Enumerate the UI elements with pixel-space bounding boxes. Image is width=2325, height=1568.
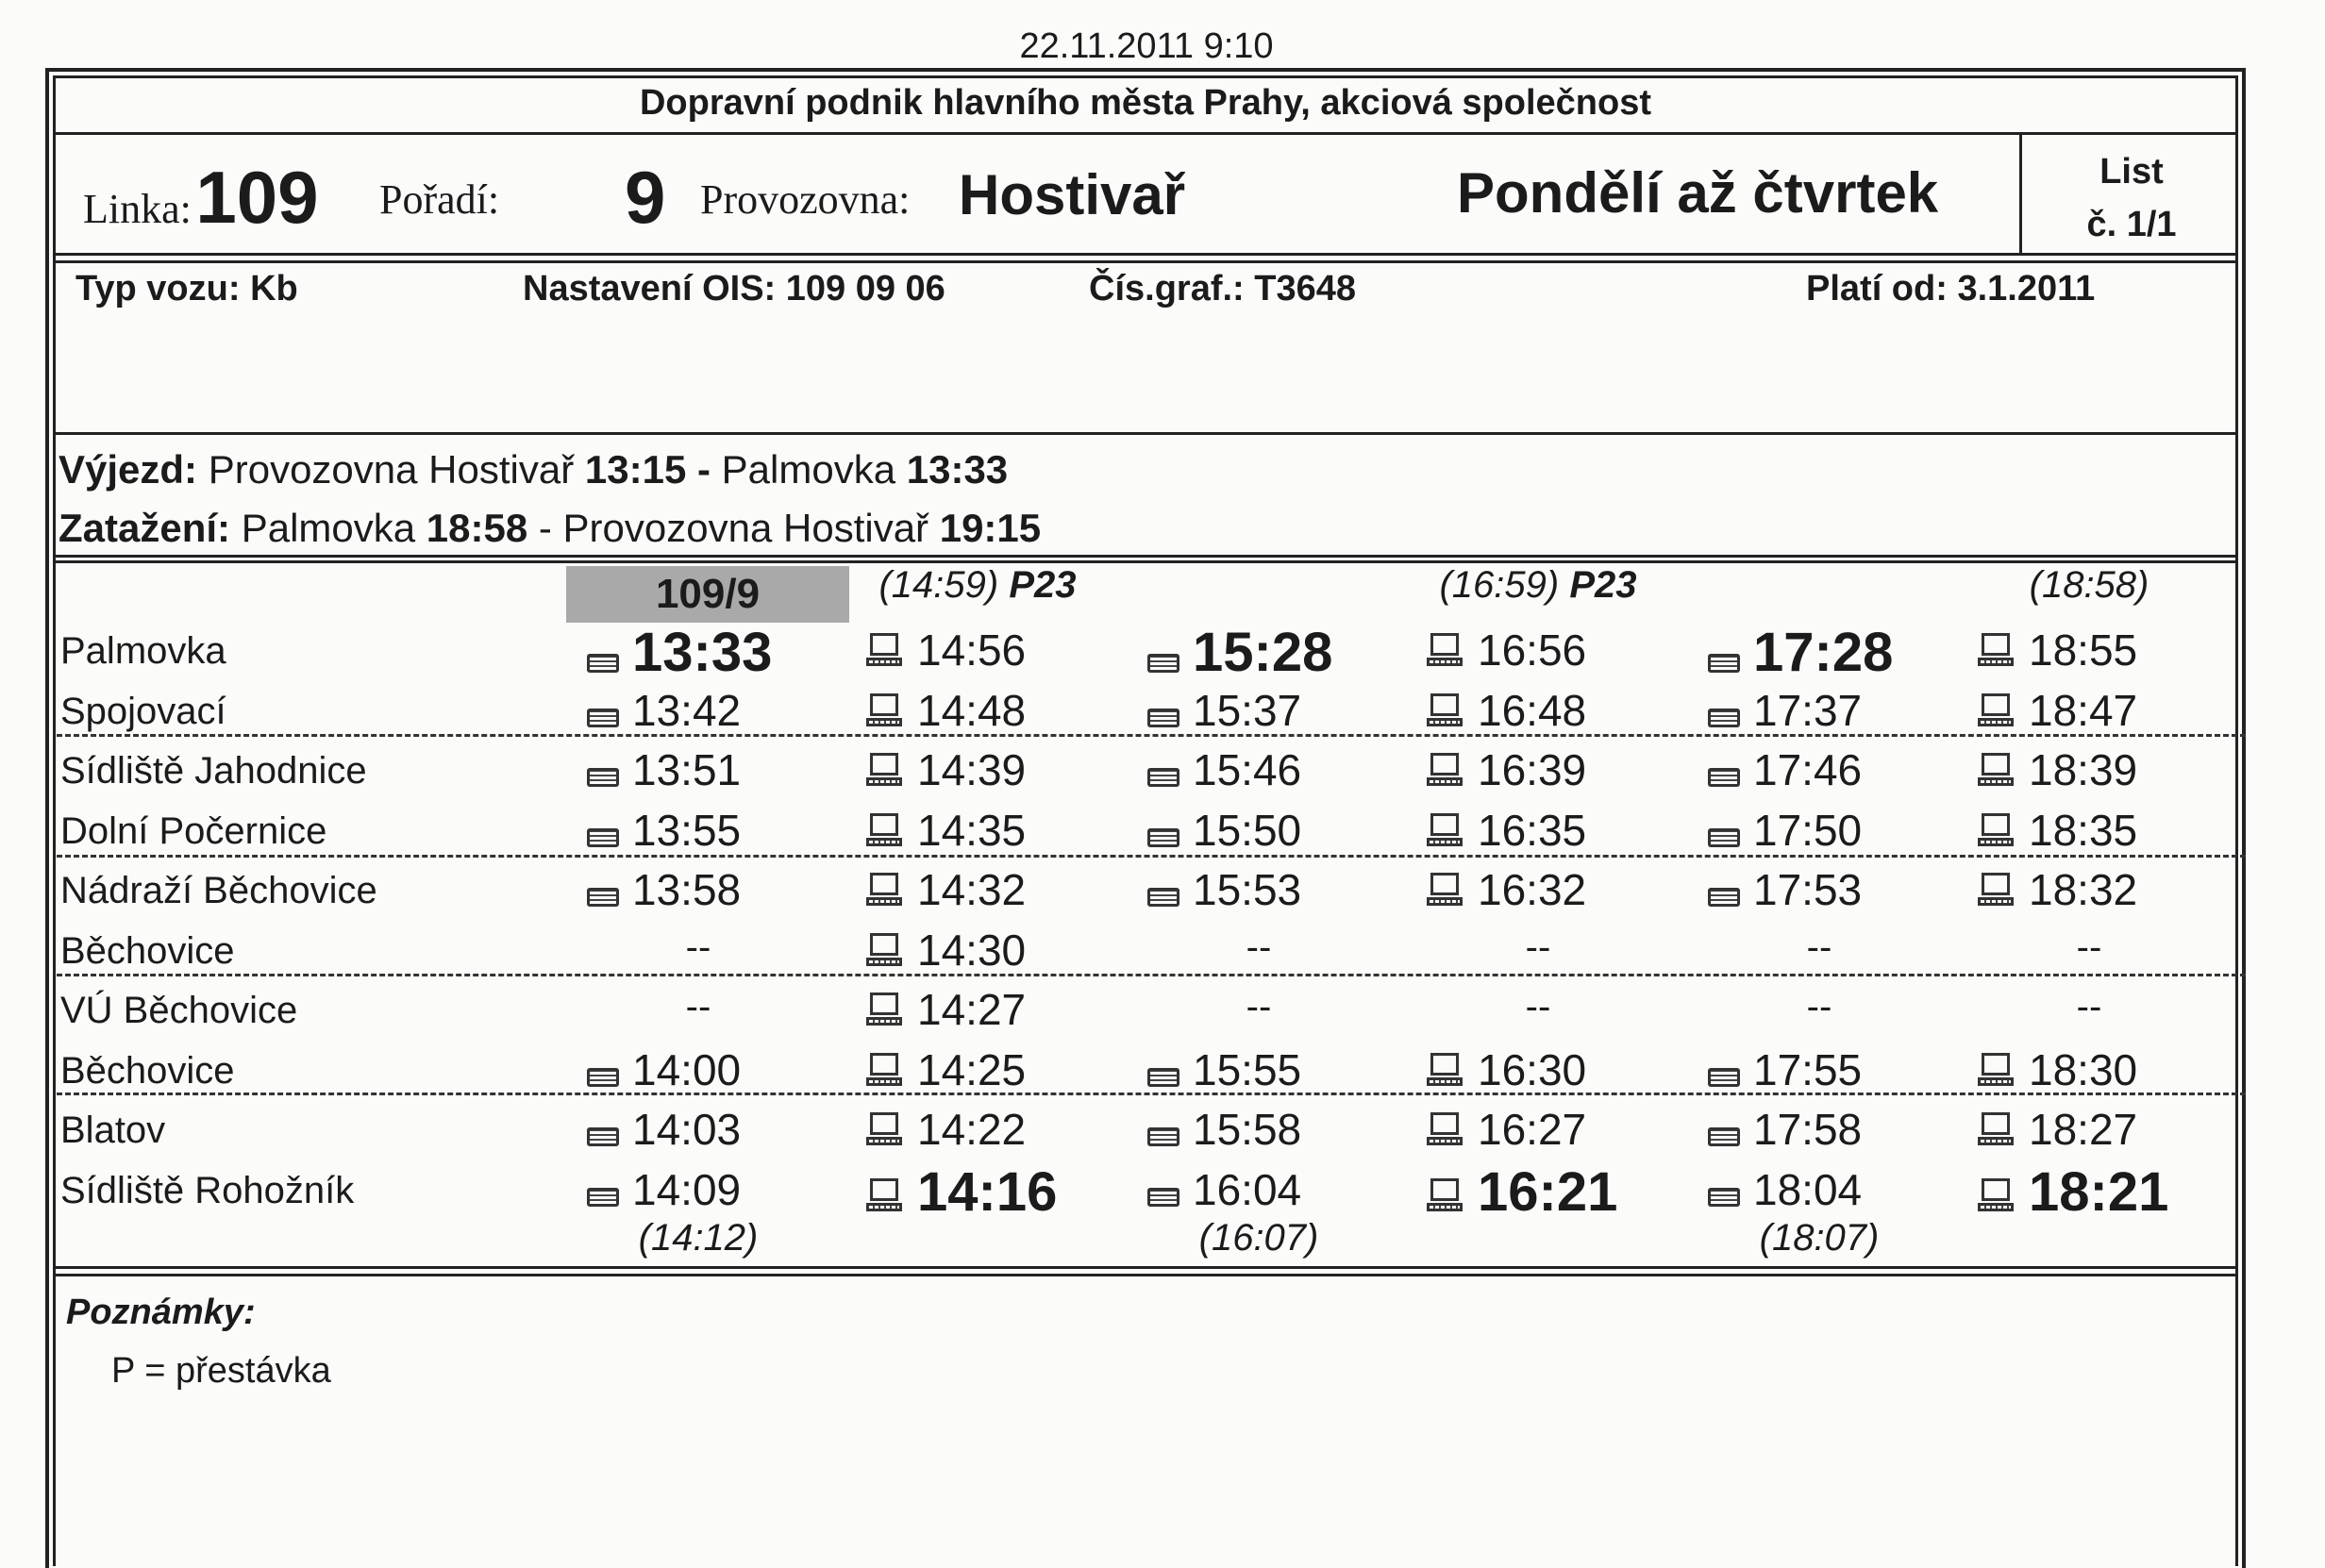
time-value: 13:42 (632, 685, 742, 735)
departure-time (1427, 1044, 1586, 1095)
time-value: 17:55 (1753, 1044, 1863, 1094)
return-line (59, 506, 1041, 551)
computer-icon (1427, 633, 1464, 669)
stop-name: Sídliště Jahodnice (60, 750, 367, 792)
time-value: 15:53 (1193, 865, 1302, 914)
time-value: 17:37 (1753, 685, 1863, 735)
departure-time (866, 984, 1026, 1035)
print-date: 22.11.2011 9:10 (1019, 26, 1274, 66)
vehicle-icon (1147, 828, 1179, 847)
no-stop: -- (1806, 986, 1832, 1027)
departure-time (1147, 1104, 1301, 1155)
time-value: 16:30 (1478, 1044, 1587, 1094)
departure-time (866, 805, 1026, 856)
rule (53, 560, 2238, 563)
time-value: 18:39 (2029, 745, 2138, 794)
computer-icon (1978, 873, 2016, 909)
departure-time (1147, 685, 1301, 736)
vyjezd-time1: 13:15 (584, 447, 687, 492)
column-header (827, 564, 1129, 607)
rule (53, 253, 2238, 256)
departure-time (1147, 864, 1301, 915)
vehicle-icon (587, 768, 619, 787)
time-value: 14:48 (917, 685, 1027, 735)
time-value: 14:16 (917, 1160, 1058, 1223)
stop-name: Běchovice (60, 929, 235, 972)
time-value: 16:27 (1478, 1105, 1587, 1154)
departure-time (1978, 625, 2137, 676)
vehicle-icon (587, 654, 619, 673)
time-value: 15:58 (1193, 1105, 1302, 1154)
sheet-number (2021, 145, 2242, 251)
time-value: 16:32 (1478, 865, 1587, 914)
valid-from: Platí od: 3.1.2011 (1806, 269, 2096, 309)
departure-time (1147, 744, 1301, 795)
vyjezd-time2: 13:33 (906, 447, 1009, 492)
no-stop: -- (1525, 926, 1551, 968)
rule (53, 1266, 2238, 1269)
vehicle-icon (1708, 1127, 1740, 1146)
vehicle-icon (587, 1188, 619, 1207)
vehicle-icon (1147, 1068, 1179, 1087)
time-value: 18:21 (2029, 1160, 2169, 1223)
arrival-time: (18:07) (1759, 1217, 1880, 1259)
vehicle-icon (1708, 768, 1740, 787)
departure-time (1708, 621, 1893, 684)
vyjezd-from: Provozovna Hostivař (208, 447, 575, 492)
departure-time (1978, 685, 2137, 736)
computer-icon (1978, 693, 2016, 729)
computer-icon (866, 933, 904, 969)
vehicle-icon (1147, 709, 1179, 727)
departure-time (587, 1044, 741, 1095)
time-value: 13:51 (632, 745, 742, 794)
run-badge: 109/9 (566, 566, 849, 623)
departure-time (587, 685, 741, 736)
departure-time (1147, 621, 1332, 684)
departure-time (1978, 864, 2137, 915)
time-value: 13:58 (632, 865, 742, 914)
departure-time (866, 864, 1026, 915)
departure-time (1427, 864, 1586, 915)
computer-icon (1978, 1053, 2016, 1089)
computer-icon (1978, 813, 2016, 849)
vehicle-icon (1708, 1068, 1740, 1087)
departure-time (1978, 744, 2137, 795)
departure-time (1427, 805, 1586, 856)
vehicle-icon (1708, 828, 1740, 847)
no-stop: -- (685, 986, 711, 1027)
ois-setting: Nastavení OIS: 109 09 06 (523, 269, 945, 309)
time-value: 17:46 (1753, 745, 1863, 794)
departure-time (866, 1044, 1026, 1095)
no-stop: -- (1246, 926, 1272, 968)
time-value: 18:32 (2029, 865, 2138, 914)
time-value: 15:28 (1193, 622, 1333, 683)
time-value: 14:32 (917, 865, 1027, 914)
stop-name: Blatov (60, 1109, 166, 1151)
time-value: 14:30 (917, 925, 1027, 975)
stop-name: Sídliště Rohožník (60, 1169, 355, 1211)
departure-time (1708, 1164, 1862, 1215)
no-stop: -- (1246, 986, 1272, 1027)
departure-time (1978, 805, 2137, 856)
stop-name: Dolní Počernice (60, 809, 327, 852)
zatazeni-time1: 18:58 (426, 506, 528, 550)
time-value: 18:30 (2029, 1044, 2138, 1094)
departure-time (1708, 1104, 1862, 1155)
computer-icon (1427, 693, 1464, 729)
column-header (1387, 564, 1689, 607)
departure-time (866, 925, 1026, 976)
stop-name: Spojovací (60, 690, 226, 732)
departure-time (1427, 625, 1586, 676)
computer-icon (1978, 1112, 2016, 1148)
vehicle-icon (1147, 768, 1179, 787)
column-header-code: P23 (1569, 564, 1637, 606)
departure-time (1708, 805, 1862, 856)
computer-icon (866, 633, 904, 669)
rule (53, 260, 2238, 263)
no-stop: -- (1806, 926, 1832, 968)
time-value: 18:27 (2029, 1105, 2138, 1154)
departure-time (1427, 1104, 1586, 1155)
rule (53, 432, 2238, 435)
rule (53, 132, 2238, 135)
departure-time (1708, 744, 1862, 795)
departure-time (1427, 744, 1586, 795)
header-linka (83, 155, 318, 241)
stop-name: Palmovka (60, 630, 226, 672)
vehicle-icon (1708, 1188, 1740, 1207)
departure-time (1978, 1044, 2137, 1095)
computer-icon (1427, 873, 1464, 909)
computer-icon (866, 873, 904, 909)
time-value: 17:58 (1753, 1105, 1863, 1154)
linka-value: 109 (195, 156, 319, 239)
linka-label: Linka: (83, 186, 192, 232)
zatazeni-separator: - (538, 506, 552, 550)
computer-icon (1978, 1178, 2016, 1214)
time-value: 14:25 (917, 1044, 1027, 1094)
departure-time (1708, 864, 1862, 915)
time-value: 17:28 (1753, 622, 1894, 683)
time-value: 14:09 (632, 1164, 742, 1214)
vehicle-icon (1708, 654, 1740, 673)
zatazeni-from: Palmovka (241, 506, 416, 550)
departure-time (587, 805, 741, 856)
vyjezd-separator: - (696, 447, 711, 492)
computer-icon (1978, 753, 2016, 789)
time-value: 14:22 (917, 1105, 1027, 1154)
vehicle-icon (1147, 888, 1179, 907)
vehicle-type: Typ vozu: Kb (75, 269, 298, 309)
computer-icon (1427, 1112, 1464, 1148)
no-stop: -- (1525, 986, 1551, 1027)
list-label: List (2099, 152, 2164, 192)
vehicle-icon (587, 1068, 619, 1087)
departure-time (1147, 805, 1301, 856)
vehicle-icon (587, 709, 619, 727)
time-value: 15:37 (1193, 685, 1302, 735)
vyjezd-label: Výjezd: (59, 447, 198, 492)
time-value: 17:53 (1753, 865, 1863, 914)
computer-icon (866, 1053, 904, 1089)
vyjezd-to: Palmovka (721, 447, 896, 492)
departure-time (1147, 1164, 1301, 1215)
computer-icon (1427, 1053, 1464, 1089)
dashed-separator (57, 974, 2246, 976)
time-value: 18:47 (2029, 685, 2138, 735)
time-value: 16:35 (1478, 805, 1587, 855)
days-of-operation: Pondělí až čtvrtek (1457, 161, 1939, 225)
departure-time (866, 625, 1026, 676)
departure-time (866, 1104, 1026, 1155)
departure-time (587, 621, 772, 684)
time-value: 14:03 (632, 1105, 742, 1154)
arrival-time: (16:07) (1198, 1217, 1319, 1259)
time-value: 16:04 (1193, 1164, 1302, 1214)
notes-item: P = přestávka (111, 1351, 331, 1391)
computer-icon (866, 1112, 904, 1148)
zatazeni-label: Zatažení: (59, 506, 231, 550)
stop-name: Nádraží Běchovice (60, 870, 377, 911)
departure-time (1147, 1044, 1301, 1095)
computer-icon (1978, 633, 2016, 669)
vehicle-icon (1708, 709, 1740, 727)
rule (53, 1274, 2238, 1276)
time-value: 18:35 (2029, 805, 2138, 855)
computer-icon (866, 1178, 904, 1214)
vehicle-icon (587, 888, 619, 907)
departure-time (866, 685, 1026, 736)
column-header-time: (16:59) (1439, 564, 1560, 606)
poradi-label: Pořadí: (379, 176, 500, 223)
departure-time (1708, 685, 1862, 736)
vehicle-icon (1708, 888, 1740, 907)
vehicle-icon (587, 828, 619, 847)
computer-icon (866, 693, 904, 729)
departure-line (59, 447, 1008, 492)
time-value: 16:48 (1478, 685, 1587, 735)
departure-time (1978, 1104, 2137, 1155)
column-header-time: (14:59) (878, 564, 999, 606)
zatazeni-to: Provozovna Hostivař (562, 506, 929, 550)
no-stop: -- (2076, 926, 2102, 968)
no-stop: -- (2076, 986, 2102, 1027)
time-value: 16:21 (1478, 1160, 1618, 1223)
time-value: 18:55 (2029, 626, 2138, 675)
time-value: 14:35 (917, 805, 1027, 855)
computer-icon (1427, 813, 1464, 849)
computer-icon (866, 753, 904, 789)
time-value: 13:55 (632, 805, 742, 855)
computer-icon (1427, 1178, 1464, 1214)
departure-time (587, 1104, 741, 1155)
departure-time (1708, 1044, 1862, 1095)
column-header-time: (18:58) (2029, 564, 2149, 606)
time-value: 16:56 (1478, 626, 1587, 675)
computer-icon (1427, 753, 1464, 789)
departure-time (866, 744, 1026, 795)
stop-name: Běchovice (60, 1049, 235, 1092)
departure-time (587, 744, 741, 795)
computer-icon (866, 813, 904, 849)
no-stop: -- (685, 926, 711, 968)
graph-number: Čís.graf.: T3648 (1089, 269, 1356, 309)
time-value: 15:46 (1193, 745, 1302, 794)
computer-icon (866, 993, 904, 1028)
arrival-time: (14:12) (638, 1217, 759, 1259)
column-header (1938, 564, 2240, 607)
vehicle-icon (1147, 654, 1179, 673)
vehicle-icon (1147, 1188, 1179, 1207)
departure-time (1978, 1160, 2168, 1224)
time-value: 16:39 (1478, 745, 1587, 794)
column-header-code: P23 (1009, 564, 1077, 606)
time-value: 18:04 (1753, 1164, 1863, 1214)
departure-time (1427, 1160, 1617, 1224)
provozovna-value: Hostivař (959, 163, 1186, 226)
time-value: 14:27 (917, 985, 1027, 1034)
time-value: 14:39 (917, 745, 1027, 794)
poradi-value: 9 (625, 156, 666, 239)
rule (53, 555, 2238, 558)
vehicle-icon (587, 1127, 619, 1146)
departure-time (866, 1160, 1057, 1224)
time-value: 15:55 (1193, 1044, 1302, 1094)
list-value: č. 1/1 (2086, 205, 2177, 244)
zatazeni-time2: 19:15 (939, 506, 1042, 550)
time-value: 15:50 (1193, 805, 1302, 855)
time-value: 14:56 (917, 626, 1027, 675)
departure-time (1427, 685, 1586, 736)
time-value: 17:50 (1753, 805, 1863, 855)
company-name: Dopravní podnik hlavního města Prahy, akciová společnost (639, 83, 1652, 123)
stop-name: VÚ Běchovice (60, 990, 298, 1031)
departure-time (587, 1164, 741, 1215)
time-value: 14:00 (632, 1044, 742, 1094)
provozovna-label: Provozovna: (700, 176, 911, 223)
vehicle-icon (1147, 1127, 1179, 1146)
time-value: 13:33 (632, 622, 773, 683)
notes-title: Poznámky: (66, 1293, 256, 1332)
departure-time (587, 864, 741, 915)
